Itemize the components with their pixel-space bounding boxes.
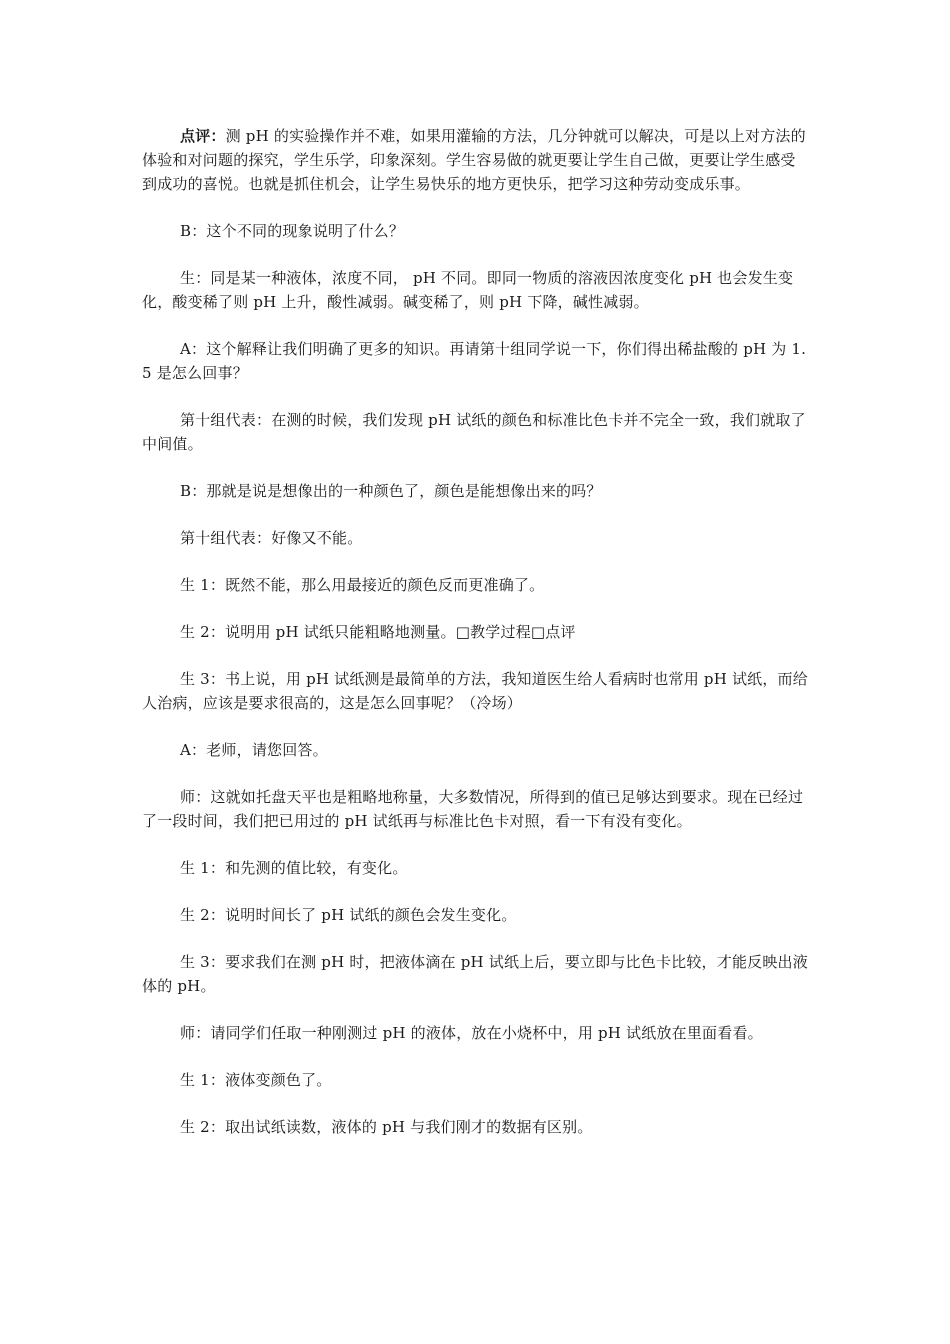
paragraph: 生 2：说明用 pH 试纸只能粗略地测量。□教学过程□点评 — [180, 623, 576, 641]
paragraph: 第十组代表：好像又不能。 — [180, 529, 363, 547]
paragraph: 生：同是某一种液体，浓度不同， pH 不同。即同一物质的溶液因浓度变化 pH 也会发生变化，酸变稀了则 pH 上升，酸性减弱。碱变稀了，则 pH 下降，碱性减弱。 — [142, 269, 794, 311]
paragraph: 师：这就如托盘天平也是粗略地称量，大多数情况，所得到的值已足够达到要求。现在已经过了一段时间，我们把已用过的 pH 试纸再与标准比色卡对照，看一下有没有变化。 — [142, 788, 804, 830]
paragraph: 生 3：书上说，用 pH 试纸测是最简单的方法，我知道医生给人看病时也常用 pH 试纸，而给人治病，应该是要求很高的，这是怎么回事呢？（冷场） — [142, 670, 808, 712]
commentary-label: 点评： — [180, 127, 226, 145]
paragraph-commentary — [142, 124, 810, 196]
paragraph-text: 测 pH 的实验操作并不难，如果用灌输的方法，几分钟就可以解决，可是以上对方法的体验和对问题的探究，学生乐学，印象深刻。学生容易做的就更要让学生自己做，更要让学生感受到成功的喜悦。也就是抓住机会，让学生易快乐的地方更快乐，把学习这种劳动变成乐事。 — [142, 127, 806, 193]
paragraph: 生 3：要求我们在测 pH 时，把液体滴在 pH 试纸上后，要立即与比色卡比较，才能反映出液体的 pH。 — [142, 953, 808, 995]
paragraph: A：老师，请您回答。 — [180, 741, 328, 759]
paragraph: 生 2：取出试纸读数，液体的 pH 与我们刚才的数据有区别。 — [180, 1118, 593, 1136]
paragraph: 师：请同学们任取一种刚测过 pH 的液体，放在小烧杯中，用 pH 试纸放在里面看看。 — [180, 1024, 763, 1042]
paragraph: 生 1：和先测的值比较，有变化。 — [180, 859, 408, 877]
paragraph: 生 1：既然不能，那么用最接近的颜色反而更准确了。 — [180, 576, 545, 594]
paragraph: 生 1：液体变颜色了。 — [180, 1071, 332, 1089]
paragraph: B：这个不同的现象说明了什么？ — [180, 222, 405, 240]
paragraph: B：那就是说是想像出的一种颜色了，颜色是能想像出来的吗？ — [180, 482, 602, 500]
paragraph: 生 2：说明时间长了 pH 试纸的颜色会发生变化。 — [180, 906, 517, 924]
document-body — [142, 124, 810, 1162]
paragraph: A：这个解释让我们明确了更多的知识。再请第十组同学说一下，你们得出稀盐酸的 pH 为 1.5 是怎么回事？ — [142, 340, 807, 382]
paragraph: 第十组代表：在测的时候，我们发现 pH 试纸的颜色和标准比色卡并不完全一致，我们就取了中间值。 — [142, 411, 806, 453]
